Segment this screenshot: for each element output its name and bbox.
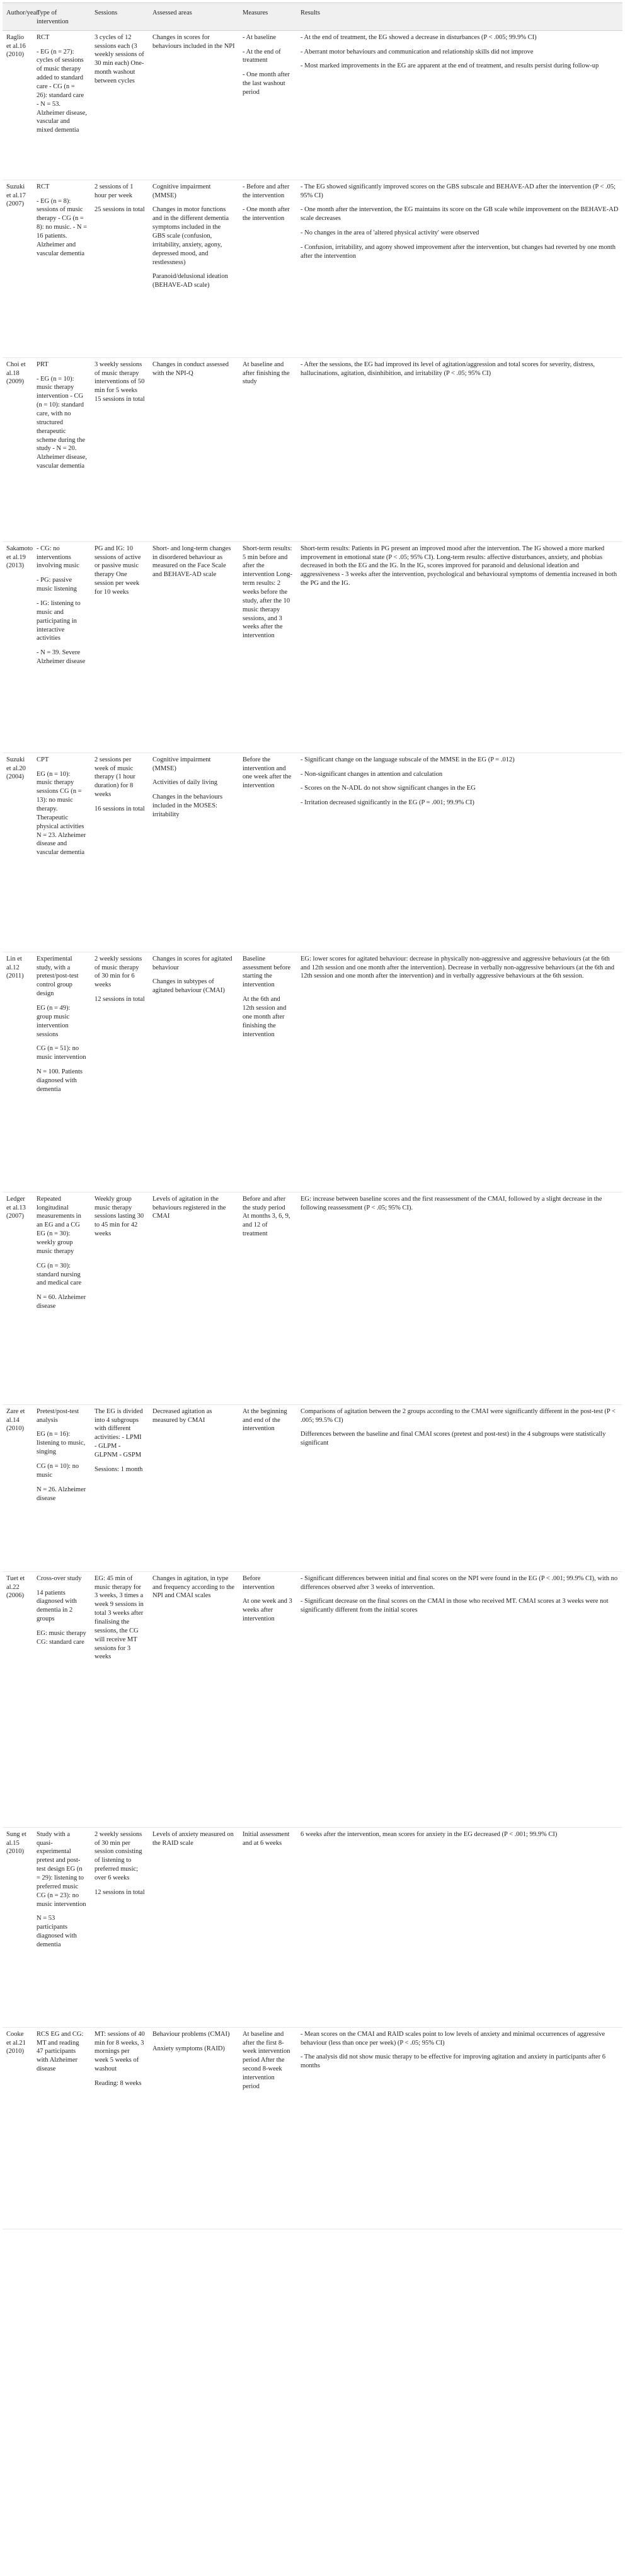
cell-results — [297, 753, 622, 952]
cell-results — [297, 952, 622, 1192]
cell-measures — [239, 1571, 297, 1827]
cell-paragraph: Activities of daily living — [152, 779, 217, 787]
cell-intervention-type — [33, 1192, 91, 1404]
cell-paragraph: Zare et al.14 (2010) — [6, 1407, 25, 1433]
cell-paragraph: Changes in scores for behaviours included in the NPI — [152, 33, 235, 50]
cell-paragraph: Suzuki et al.17 (2007) — [6, 183, 26, 208]
cell-paragraph: Changes in the behaviours included in the MOSES: irritability — [152, 794, 223, 819]
cell-paragraph: Study with a quasi-experimental pretest and post-test design EG (n = 29): listening to preferred music CG (n = 23): no music intervention — [37, 1830, 86, 1908]
cell-paragraph: - At baseline — [243, 33, 277, 41]
cell-paragraph: Cognitive impairment (MMSE) — [152, 183, 211, 199]
cell-paragraph: At the beginning and end of the intervention — [243, 1407, 287, 1433]
header-measures: Measures — [239, 3, 297, 31]
cell-paragraph: Before intervention — [243, 1574, 275, 1591]
cell-paragraph: Sung et al.15 (2010) — [6, 1830, 26, 1856]
cell-paragraph: - CG: no interventions involving music — [37, 545, 79, 570]
cell-measures — [239, 2027, 297, 2229]
cell-intervention-type — [33, 952, 91, 1192]
cell-paragraph: - Confusion, irritability, and agony showed improvement after the intervention, but changes had reverted by one month after the intervention — [301, 244, 616, 260]
cell-paragraph: Raglio et al.16 (2010) — [6, 33, 26, 59]
cell-paragraph: 12 sessions in total — [95, 996, 145, 1003]
studies-table — [3, 3, 622, 2229]
cell-paragraph: Changes in scores for agitated behaviour — [152, 955, 232, 971]
cell-paragraph: Weekly group music therapy sessions lasting 30 to 45 min for 42 weeks — [95, 1195, 144, 1238]
cell-results — [297, 1404, 622, 1571]
cell-paragraph: Short-term results: 5 min before and after the intervention Long-term results: 2 weeks before the study, after the 10 music therapy sessions, and 3 weeks after the intervention — [243, 545, 293, 640]
cell-paragraph: - N = 39. Severe Alzheimer disease — [37, 649, 86, 666]
cell-results — [297, 180, 622, 357]
cell-intervention-type — [33, 753, 91, 952]
cell-sessions — [91, 180, 149, 357]
cell-sessions — [91, 357, 149, 541]
cell-paragraph: Reading: 8 weeks — [95, 2080, 142, 2088]
header-type: Type of intervention — [33, 3, 91, 31]
cell-intervention-type — [33, 357, 91, 541]
cell-paragraph: 2 sessions per week of music therapy (1 hour duration) for 8 weeks — [95, 756, 135, 799]
table-row — [3, 1192, 622, 1404]
cell-author — [3, 30, 33, 180]
cell-paragraph: - Significant decrease on the final scores on the CMAI in those who received MT. CMAI scores at 3 weeks were not significantly different from the initial scores — [301, 1598, 609, 1614]
cell-assessed-areas — [149, 952, 239, 1192]
cell-paragraph: Initial assessment and at 6 weeks — [243, 1830, 290, 1847]
cell-paragraph: Cooke et al.21 (2010) — [6, 2030, 26, 2055]
cell-paragraph: At baseline and after finishing the study — [243, 361, 290, 386]
cell-paragraph: Changes in motor functions and in the different dementia symptoms included in the GBS scale (confusion, irritability, anxiety, agony, depressed mood, and restlessness) — [152, 206, 229, 266]
cell-paragraph: MT: sessions of 40 min for 8 weeks, 3 mornings per week 5 weeks of washout — [95, 2030, 145, 2073]
cell-sessions — [91, 541, 149, 753]
cell-paragraph: EG: lower scores for agitated behaviour: decrease in physically non-aggressive and aggressive behaviours (at the 6th and 12th session and one month after the intervention). Decrease in verbally non-aggressive behaviours (at the 6th and 12th session and one month after the intervention) and in verbally aggressive behaviours at the 6th session. — [301, 955, 615, 980]
cell-author — [3, 753, 33, 952]
table-row — [3, 180, 622, 357]
cell-paragraph: Changes in agitation, in type and frequency according to the NPI and CMAI scales — [152, 1574, 235, 1600]
cell-paragraph: Lin et al.12 (2011) — [6, 955, 24, 980]
table-row — [3, 2027, 622, 2229]
cell-paragraph: 3 cycles of 12 sessions each (3 weekly sessions of 30 min each) One-month washout between cycles — [95, 33, 144, 85]
cell-sessions — [91, 952, 149, 1192]
table-row — [3, 357, 622, 541]
cell-measures — [239, 30, 297, 180]
cell-intervention-type — [33, 1404, 91, 1571]
cell-author — [3, 180, 33, 357]
cell-paragraph: PG and IG: 10 sessions of active or passive music therapy One session per week for 10 weeks — [95, 545, 141, 596]
header-author: Author/year — [3, 3, 33, 31]
cell-assessed-areas — [149, 30, 239, 180]
cell-paragraph: CG (n = 30): standard nursing and medical care — [37, 1262, 82, 1287]
cell-assessed-areas — [149, 180, 239, 357]
cell-paragraph: Changes in conduct assessed with the NPI-Q — [152, 361, 229, 377]
cell-paragraph: Pretest/post-test analysis — [37, 1407, 79, 1424]
cell-paragraph: The EG is divided into 4 subgroups with different activities: - LPMI - GLPM - GLPNM - GSPM — [95, 1407, 143, 1459]
cell-paragraph: 14 patients diagnosed with dementia in 2 groups — [37, 1589, 77, 1623]
cell-paragraph: - The EG showed significantly improved scores on the GBS subscale and BEHAVE-AD after the intervention (P < .05; 95% CI) — [301, 183, 616, 199]
cell-author — [3, 952, 33, 1192]
cell-paragraph: CG (n = 51): no music intervention — [37, 1045, 86, 1061]
cell-measures — [239, 180, 297, 357]
cell-paragraph: 25 sessions in total — [95, 206, 145, 214]
cell-paragraph: - Aberrant motor behaviours and communication and relationship skills did not improve — [301, 48, 534, 55]
cell-paragraph: Sakamoto et al.19 (2013) — [6, 545, 33, 570]
cell-paragraph: 2 weekly sessions of music therapy of 30 min for 6 weeks — [95, 955, 142, 989]
cell-measures — [239, 1827, 297, 2027]
cell-results — [297, 1827, 622, 2027]
cell-assessed-areas — [149, 1827, 239, 2027]
cell-paragraph: EG: 45 min of music therapy for 3 weeks, 3 times a week 9 sessions in total 3 weeks after finalising the sessions, the CG will receive MT sessions for 3 weeks — [95, 1574, 144, 1661]
cell-results — [297, 2027, 622, 2229]
cell-paragraph: 16 sessions in total — [95, 806, 145, 813]
cell-paragraph: RCT — [37, 33, 50, 41]
cell-paragraph: - Before and after the intervention — [243, 183, 290, 199]
cell-paragraph: - Significant change on the language subscale of the MMSE in the EG (P = .012) — [301, 756, 515, 763]
cell-author — [3, 1404, 33, 1571]
cell-intervention-type — [33, 2027, 91, 2229]
cell-assessed-areas — [149, 1571, 239, 1827]
cell-paragraph: - EG (n = 8): sessions of music therapy - CG (n = 8): no music. - N = 16 patients. Alzheimer and vascular dementia — [37, 197, 87, 257]
cell-assessed-areas — [149, 1404, 239, 1571]
cell-paragraph: At the 6th and 12th session and one month after finishing the intervention — [243, 996, 287, 1038]
cell-paragraph: Levels of anxiety measured on the RAID scale — [152, 1830, 234, 1847]
cell-paragraph: Differences between the baseline and final CMAI scores (pretest and post-test) in the 4 subgroups were statistically significant — [301, 1431, 606, 1447]
cell-measures — [239, 753, 297, 952]
cell-paragraph: - The analysis did not show music therapy to be effective for improving agitation and anxiety in participants after 6 months — [301, 2053, 605, 2070]
cell-paragraph: - Most marked improvements in the EG are apparent at the end of treatment, and results persist during follow-up — [301, 62, 599, 70]
table-row — [3, 1827, 622, 2027]
cell-paragraph: PRT — [37, 361, 49, 368]
table-row — [3, 30, 622, 180]
cell-paragraph: - Significant differences between initial and final scores on the NPI were found in the EG (P < .001; 99.9% CI), with no differences observed after 3 weeks of intervention. — [301, 1574, 618, 1591]
cell-intervention-type — [33, 541, 91, 753]
cell-assessed-areas — [149, 541, 239, 753]
table-row — [3, 952, 622, 1192]
cell-paragraph: 2 weekly sessions of 30 min per session consisting of listening to preferred music; over 6 weeks — [95, 1830, 142, 1882]
cell-paragraph: 12 sessions in total — [95, 1888, 145, 1896]
cell-paragraph: - At the end of treatment — [243, 48, 281, 64]
cell-assessed-areas — [149, 2027, 239, 2229]
cell-paragraph: At baseline and after the first 8-week intervention period After the second 8-week intervention period — [243, 2030, 290, 2090]
cell-paragraph: Short-term results: Patients in PG present an improved mood after the intervention. The IG showed a more marked improvement in emotional state (P < .05; 95% CI). Long-term results: affective disturbances, anxiety, and phobias decreased in both the EG and the IG. In the IG, scores improved for paranoid and delusional ideation and aggressiveness - 3 weeks after the intervention, psychological and behavioural symptoms of dementia increased in both the PG and the IG. — [301, 545, 617, 587]
cell-assessed-areas — [149, 753, 239, 952]
cell-intervention-type — [33, 180, 91, 357]
cell-paragraph: Comparisons of agitation between the 2 groups according to the CMAI were significantly different in the post-test (P < .005; 99.5% CI) — [301, 1407, 616, 1424]
cell-paragraph: At one week and 3 weeks after intervention — [243, 1598, 292, 1623]
cell-author — [3, 2027, 33, 2229]
cell-author — [3, 357, 33, 541]
table-row — [3, 1404, 622, 1571]
cell-author — [3, 541, 33, 753]
cell-paragraph: - EG (n = 27): cycles of sessions of music therapy added to standard care - CG (n = 26): standard care - N = 53. Alzheimer disease, vascular and mixed dementia — [37, 48, 87, 134]
table-row — [3, 1571, 622, 1827]
cell-author — [3, 1192, 33, 1404]
header-results: Results — [297, 3, 622, 31]
cell-paragraph: - One month after the last washout period — [243, 71, 290, 96]
cell-sessions — [91, 2027, 149, 2229]
cell-sessions — [91, 753, 149, 952]
cell-paragraph: - PG: passive music listening — [37, 577, 77, 593]
table-row — [3, 753, 622, 952]
table-header-row — [3, 3, 622, 31]
cell-paragraph: Changes in subtypes of agitated behaviour (CMAI) — [152, 978, 225, 995]
cell-paragraph: 6 weeks after the intervention, mean scores for anxiety in the EG decreased (P < .001; 99.9% CI) — [301, 1830, 558, 1838]
cell-paragraph: - One month after the intervention, the EG maintains its score on the GB scale while improvement on the BEHAVE-AD scale decreases — [301, 206, 619, 222]
cell-assessed-areas — [149, 357, 239, 541]
cell-paragraph: RCS EG and CG: MT and reading 47 participants with Alzheimer disease — [37, 2030, 84, 2073]
cell-paragraph: N = 60. Alzheimer disease — [37, 1294, 86, 1310]
cell-results — [297, 30, 622, 180]
header-sessions: Sessions — [91, 3, 149, 31]
cell-paragraph: Baseline assessment before starting the intervention — [243, 955, 291, 989]
cell-sessions — [91, 1192, 149, 1404]
cell-paragraph: - At the end of treatment, the EG showed a decrease in disturbances (P < .005; 99.9% CI) — [301, 33, 537, 41]
cell-paragraph: Experimental study, with a pretest/post-test control group design — [37, 955, 79, 998]
cell-assessed-areas — [149, 1192, 239, 1404]
cell-measures — [239, 357, 297, 541]
cell-paragraph: Ledger et al.13 (2007) — [6, 1195, 26, 1220]
cell-paragraph: CPT — [37, 756, 49, 763]
cell-paragraph: EG: music therapy CG: standard care — [37, 1630, 86, 1646]
cell-paragraph: Levels of agitation in the behaviours registered in the CMAI — [152, 1195, 226, 1220]
cell-paragraph: - One month after the intervention — [243, 206, 290, 222]
cell-paragraph: Cross-over study — [37, 1574, 82, 1582]
cell-paragraph: - IG: listening to music and participating in interactive activities — [37, 600, 81, 642]
cell-results — [297, 541, 622, 753]
cell-paragraph: Before the intervention and one week after the intervention — [243, 756, 292, 790]
cell-paragraph: Short- and long-term changes in disordered behaviour as measured on the Face Scale and BEHAVE-AD scale — [152, 545, 231, 579]
cell-paragraph: - EG (n = 10): music therapy intervention - CG (n = 10): standard care, with no structured therapeutic scheme during the study - N = 20. Alzheimer disease, vascular dementia — [37, 375, 87, 470]
cell-paragraph: Behaviour problems (CMAI) — [152, 2030, 230, 2038]
cell-author — [3, 1571, 33, 1827]
cell-paragraph: - After the sessions, the EG had improved its level of agitation/aggression and total scores for severity, distress, hallucinations, agitation, disinhibition, and irritability (P < .05; 95% CI) — [301, 361, 595, 377]
cell-paragraph: Decreased agitation as measured by CMAI — [152, 1407, 212, 1424]
cell-paragraph: N = 100. Patients diagnosed with dementia — [37, 1068, 83, 1093]
cell-intervention-type — [33, 30, 91, 180]
cell-author — [3, 1827, 33, 2027]
header-areas: Assessed areas — [149, 3, 239, 31]
cell-measures — [239, 952, 297, 1192]
cell-paragraph: EG (n = 10): music therapy sessions CG (n = 13): no music therapy. Therapeutic physical activities N = 23. Alzheimer disease and vascular dementia — [37, 770, 86, 857]
cell-results — [297, 357, 622, 541]
cell-paragraph: Repeated longitudinal measurements in an EG and a CG EG (n = 30): weekly group music therapy — [37, 1195, 81, 1255]
cell-results — [297, 1192, 622, 1404]
cell-paragraph: CG (n = 10): no music — [37, 1463, 79, 1479]
cell-paragraph: - No changes in the area of 'altered physical activity' were observed — [301, 229, 479, 237]
cell-paragraph: - Scores on the N-ADL do not show significant changes in the EG — [301, 785, 476, 792]
table-row — [3, 541, 622, 753]
cell-paragraph: - Irritation decreased significantly in the EG (P = .001; 99.9% CI) — [301, 799, 474, 807]
cell-paragraph: Sessions: 1 month — [95, 1465, 143, 1473]
cell-measures — [239, 1192, 297, 1404]
cell-paragraph: Choi et al.18 (2009) — [6, 361, 26, 386]
cell-intervention-type — [33, 1827, 91, 2027]
cell-paragraph: - Mean scores on the CMAI and RAID scales point to low levels of anxiety and minimal occurrences of aggressive behaviour (less than once per week) (P < .05; 95% CI) — [301, 2030, 605, 2047]
cell-paragraph: Suzuki et al.20 (2004) — [6, 756, 26, 781]
cell-sessions — [91, 1404, 149, 1571]
cell-paragraph: - Non-significant changes in attention and calculation — [301, 770, 443, 778]
cell-sessions — [91, 1571, 149, 1827]
cell-paragraph: EG (n = 49): group music intervention sessions — [37, 1005, 71, 1038]
cell-paragraph: N = 53 participants diagnosed with dementia — [37, 1915, 77, 1949]
cell-paragraph: Before and after the study period At months 3, 6, 9, and 12 of treatment — [243, 1195, 290, 1238]
cell-results — [297, 1571, 622, 1827]
cell-paragraph: Anxiety symptoms (RAID) — [152, 2045, 225, 2052]
cell-measures — [239, 541, 297, 753]
cell-intervention-type — [33, 1571, 91, 1827]
cell-paragraph: Paranoid/delusional ideation (BEHAVE-AD scale) — [152, 273, 228, 289]
cell-paragraph: RCT — [37, 183, 50, 190]
cell-measures — [239, 1404, 297, 1571]
cell-paragraph: 2 sessions of 1 hour per week — [95, 183, 134, 199]
cell-paragraph: N = 26. Alzheimer disease — [37, 1486, 86, 1502]
cell-paragraph: EG: increase between baseline scores and the first reassessment of the CMAI, followed by a slight decrease in the following reassessment (P < .05; 95% CI). — [301, 1195, 602, 1211]
cell-paragraph: EG (n = 16): listening to music, singing — [37, 1431, 86, 1456]
cell-sessions — [91, 30, 149, 180]
cell-paragraph: Cognitive impairment (MMSE) — [152, 756, 211, 772]
cell-sessions — [91, 1827, 149, 2027]
cell-paragraph: Tuet et al.22 (2006) — [6, 1574, 25, 1600]
cell-paragraph: 3 weekly sessions of music therapy interventions of 50 min for 5 weeks 15 sessions in total — [95, 361, 145, 403]
